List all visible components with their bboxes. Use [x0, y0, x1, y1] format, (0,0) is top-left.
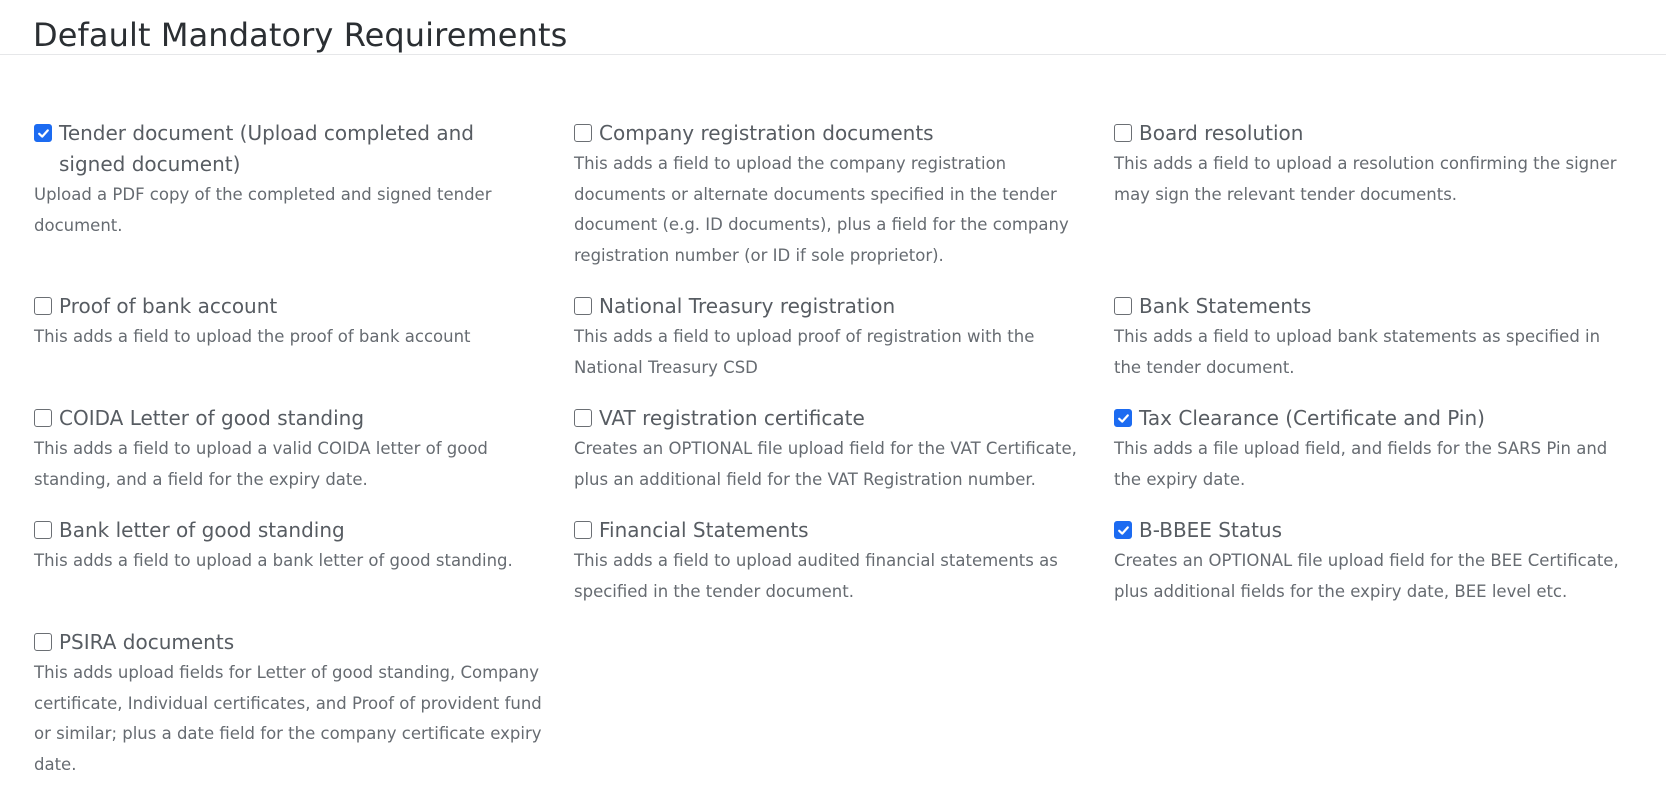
requirement-label[interactable] [33, 403, 543, 434]
requirement-description: This adds a field to upload a bank letter of good standing. [34, 551, 513, 570]
requirement-bank-letter [33, 515, 543, 577]
requirement-title: National Treasury registration [599, 294, 896, 318]
requirement-tax-clearance [1113, 403, 1623, 495]
requirement-title: B-BBEE Status [1139, 518, 1283, 542]
requirement-title: Bank Statements [1139, 294, 1312, 318]
requirement-description: This adds a file upload field, and fields for the SARS Pin and the expiry date. [1114, 439, 1608, 489]
requirement-title: PSIRA documents [59, 630, 235, 654]
checkbox[interactable] [574, 124, 592, 142]
checkbox[interactable] [574, 297, 592, 315]
requirement-psira-documents [33, 627, 543, 780]
requirement-label[interactable] [1113, 515, 1623, 546]
requirement-label[interactable] [573, 118, 1083, 149]
requirement-title: Proof of bank account [59, 294, 278, 318]
requirement-title: COIDA Letter of good standing [59, 406, 365, 430]
requirement-title: Board resolution [1139, 121, 1304, 145]
requirement-description: This adds a field to upload a resolution confirming the signer may sign the relevant tender documents. [1114, 154, 1617, 204]
checkbox[interactable] [34, 633, 52, 651]
requirement-description: This adds a field to upload bank statements as specified in the tender document. [1114, 327, 1601, 377]
requirement-label[interactable] [573, 403, 1083, 434]
requirement-description: This adds a field to upload a valid COIDA letter of good standing, and a field for the expiry date. [34, 439, 488, 489]
check-icon [1117, 412, 1130, 425]
requirement-title: Tax Clearance (Certificate and Pin) [1139, 406, 1485, 430]
requirement-coida-letter [33, 403, 543, 495]
requirement-label[interactable] [1113, 403, 1623, 434]
requirement-description: Upload a PDF copy of the completed and signed tender document. [34, 185, 492, 235]
requirement-tender-document [33, 118, 543, 241]
check-icon [37, 127, 50, 140]
checkbox[interactable] [1114, 297, 1132, 315]
requirement-financial-statements [573, 515, 1083, 607]
page-header [0, 0, 1666, 55]
checkbox[interactable] [34, 409, 52, 427]
requirement-company-registration [573, 118, 1083, 271]
requirement-vat-registration [573, 403, 1083, 495]
checkbox[interactable] [34, 297, 52, 315]
requirement-description: Creates an OPTIONAL file upload field for the BEE Certificate, plus additional fields for the expiry date, BEE level etc. [1114, 551, 1619, 601]
requirement-description: This adds a field to upload audited financial statements as specified in the tender document. [574, 551, 1058, 601]
requirement-label[interactable] [573, 291, 1083, 322]
check-icon [1117, 524, 1130, 537]
requirement-label[interactable] [33, 515, 543, 546]
requirement-title: VAT registration certificate [599, 406, 865, 430]
checkbox[interactable] [1114, 521, 1132, 539]
requirement-label[interactable] [33, 118, 543, 180]
requirement-title: Company registration documents [599, 121, 934, 145]
checkbox[interactable] [574, 521, 592, 539]
requirement-description: Creates an OPTIONAL file upload field for the VAT Certificate, plus an additional field for the VAT Registration number. [574, 439, 1077, 489]
requirement-bbbee-status [1113, 515, 1623, 607]
requirement-title: Financial Statements [599, 518, 809, 542]
requirement-title: Tender document (Upload completed and signed document) [59, 121, 474, 176]
requirement-label[interactable] [1113, 291, 1623, 322]
requirement-bank-statements [1113, 291, 1623, 383]
requirement-label[interactable] [1113, 118, 1623, 149]
requirement-proof-of-bank-account [33, 291, 543, 353]
page-title: Default Mandatory Requirements [33, 16, 568, 54]
requirement-national-treasury [573, 291, 1083, 383]
checkbox[interactable] [34, 124, 52, 142]
checkbox[interactable] [574, 409, 592, 427]
requirement-label[interactable] [33, 627, 543, 658]
requirement-description: This adds a field to upload proof of registration with the National Treasury CSD [574, 327, 1035, 377]
checkbox[interactable] [34, 521, 52, 539]
requirement-description: This adds upload fields for Letter of good standing, Company certificate, Individual certificates, and Proof of provident fund or similar; plus a date field for the company certificate expiry date. [34, 663, 542, 774]
requirement-description: This adds a field to upload the proof of bank account [34, 327, 471, 346]
requirement-label[interactable] [573, 515, 1083, 546]
requirement-title: Bank letter of good standing [59, 518, 345, 542]
requirement-board-resolution [1113, 118, 1623, 210]
requirement-description: This adds a field to upload the company registration documents or alternate documents specified in the tender document (e.g. ID documents), plus a field for the company registration number (or ID if sole proprietor). [574, 154, 1069, 265]
checkbox[interactable] [1114, 124, 1132, 142]
requirement-label[interactable] [33, 291, 543, 322]
checkbox[interactable] [1114, 409, 1132, 427]
